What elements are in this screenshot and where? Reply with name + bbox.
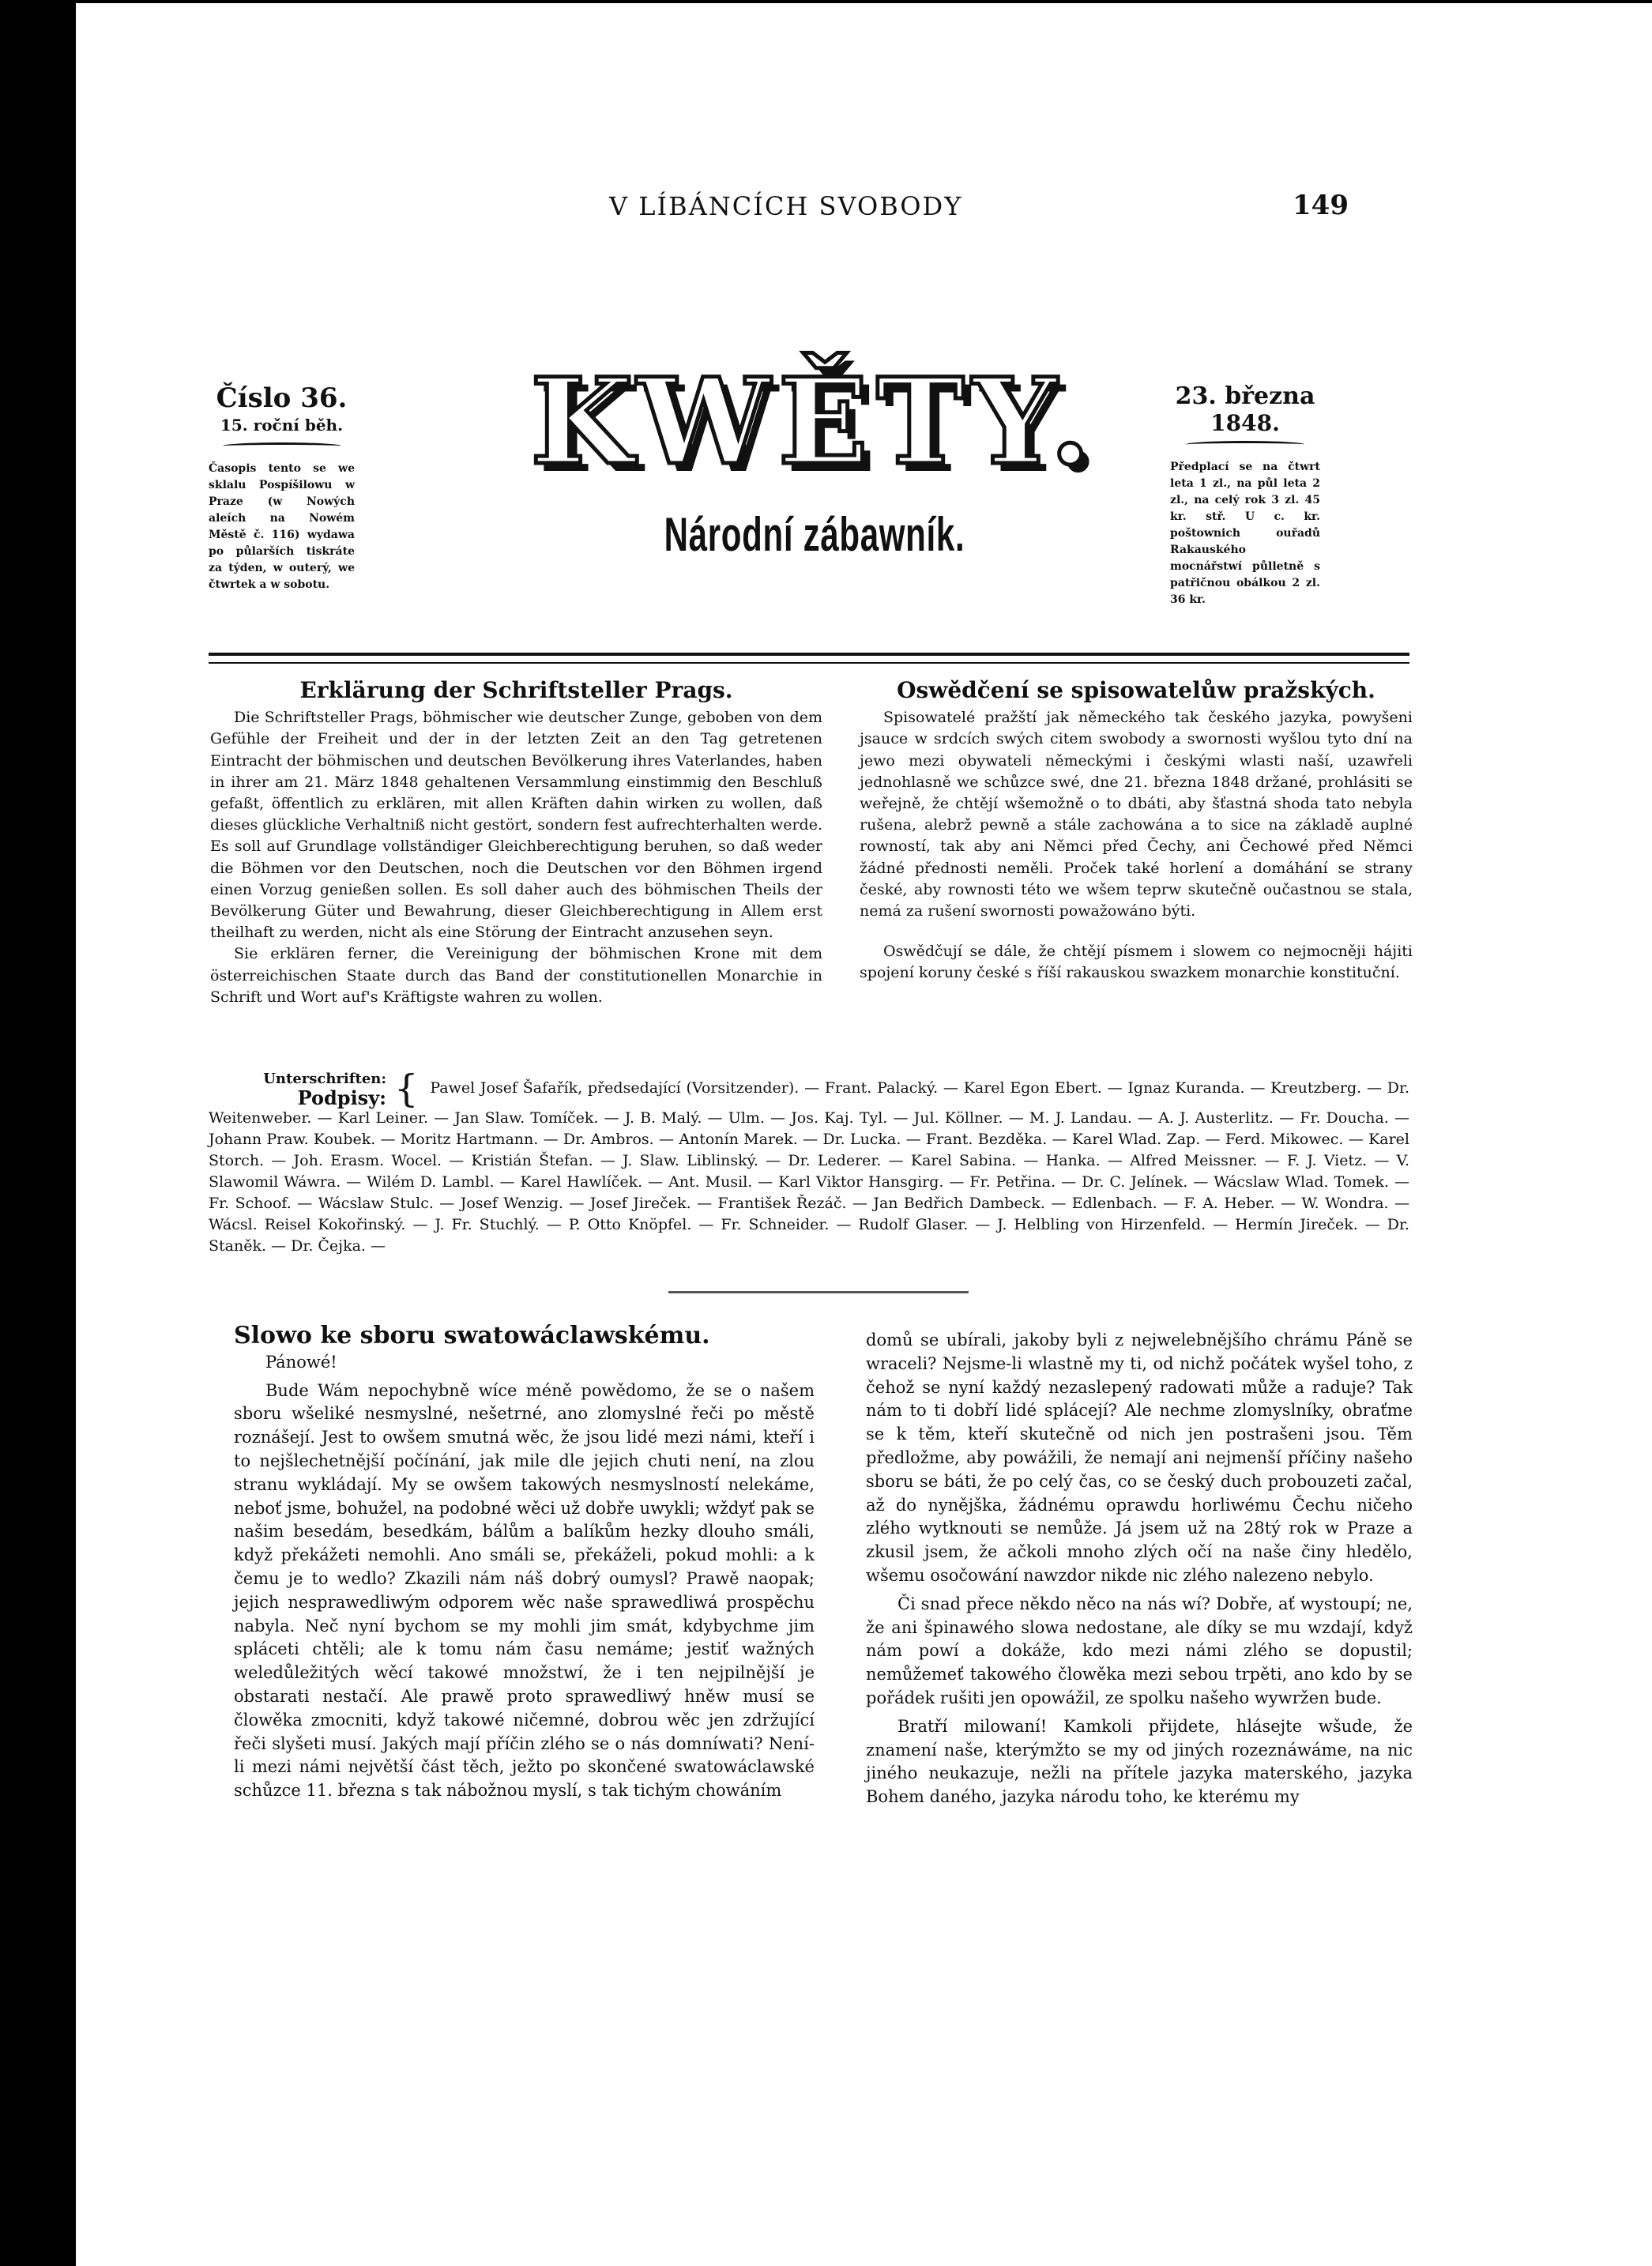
article-right-column [866,1329,1413,1809]
newspaper-title: KWĚTY. [530,352,1099,491]
subscription-note: Předplací se na čtwrt leta 1 zl., na půl leta 2 zl., na celý rok 3 zl. 45 kr. stř. U c. kr. poštownich ouřadů Rakauského mocnářstwí půlletně s patřičnou obálkou 2 zl. 36 kr. [1170,461,1320,606]
label-german: Unterschriften: [263,1071,386,1087]
czech-paragraph: Oswědčují se dále, že chtějí písmem i slowem co nejmocněji hájiti spojení koruny české s říší rakauskou swazkem monarchie konstituční. [860,943,1413,982]
article-paragraph: Bude Wám nepochybně wíce méně powědomo, že se o našem sboru wšeliké nesmyslné, nešetrné, ano zlomyslné řeči po městě roznášejí. Jest to owšem smutná wěc, že jsou lidé mezi námi, kteří i to nejšlechetnější počínání, jak mile dle jejich chuti není, na zlou stranu wykládají. My se owšem takowých nesmyslností nelekáme, neboť jsme, bohužel, na podobné wěci už dobře uwykli; wždyť pak se našim besedám, besedkám, bálům a balíkům hezky dlouho smáli, když překážeti nemohli. Ano smáli se, překáželi, pokud mohli: a k čemu je to wedlo? Zkazili nám náš dobrý oumysl? Prawě naopak; jejich nesprawedliwým odporem wěc naše sprawedliwá prospěchu nabyla. Neč nyní bychom se my mohli jim smát, kdybychme jim spláceti chtěli; ale k tomu nám času nemáme; jestiť wažných weledůležitých wěcí takowé množstwí, že i ten nejpilnější je obstarati nestačí. Ale prawě proto sprawedliwý hněw musí se člowěka zmocniti, když takowé ničemné, dobrou wěc jen zdržující řeči slyšeti musí. Jakých mají příčin zlého se o nás domníwati? Není-li mezi námi největší část těch, ježto po skončené swatowáclawské schůzce 11. března s tak nábožnou myslí, s tak tichým chowáním [234,1380,815,1801]
ornament-rule [1186,441,1304,448]
czech-paragraph: Spisowatelé pražští jak německého tak českého jazyka, powyšeni jsauce w srdcích swých citem swobody a swornosti wyšlou tyto dní na jewo mezi obywateli německými i českými wlasti naší, uzawřeli jednohlasně we schůzce swé, dne 21. března 1848 držané, prohlásiti se weřejně, že chtějí wšemožně o to dbáti, aby šťastná shoda tato nebyla rušena, alebrž pewně a stále zachowána a to sice na základě auplné rowností, tak aby ani Němci před Čechy, ani Čechowé před Němci žádné přednosti neměli. Proček také horlení a domáhání se strany české, aby rownosti této we wšem teprw skutečně oučastnou se stala, nemá za rušení swornosti powažowáno býti. [860,709,1413,920]
article-paragraph: Bratří milowaní! Kamkoli přijdete, hlásejte wšude, že znamení naše, kterýmžto se my od jiných rozeznáwáme, na nic jiného neukazuje, nežli na přítele jazyka materského, jazyka Bohem daného, jazyka národu toho, ke kterému my [866,1716,1413,1807]
german-paragraph: Sie erklären ferner, die Vereinigung der böhmischen Krone mit dem österreichischen Staate durch das Band der constitutionellen Monarchie in Schrift und Wort auf's Kräftigste wahren zu wollen. [210,945,822,1006]
publication-note: Časopis tento se we sklalu Pospíšilowu w Praze (w Nowých aleích na Nowém Městě č. 116) wydawa po půlarších tiskráte za týden, w outerý, we čtwrtek a w sobotu. [209,462,355,591]
masthead-title [447,352,1182,562]
german-declaration [210,679,822,1008]
german-heading: Erklärung der Schriftsteller Prags. [299,677,733,703]
czech-heading: Oswědčení se spisowatelůw pražských. [897,677,1375,703]
label-czech: Podpisy: [297,1086,386,1109]
article-greeting: Pánowé! [265,1352,337,1372]
running-title: V LÍBÁNCÍCH SVOBODY [609,191,963,221]
issue-date: 23. března [1175,382,1315,410]
article-paragraph: domů se ubírali, jakoby byli z nejwelebnějšího chrámu Páně se wraceli? Nejsme-li wlastně my ti, od nichž počátek wyšel toho, z čehož se nyní každý nezaslepený radowati může a raduje? Tak nám to ti dobří lidé splácejí? Ale nechme zlomyslníky, obraťme se k těm, kteří skutečně od nich jen postrašeni jsou. Těm předložme, aby powážili, že nemají ani nejmenší příčiny našeho sboru se báti, že po celý čas, co se český duch probouzeti začal, až do nynějška, žádnému oprawdu horliwému Čechu ničeho zlého wytknouti se nemůže. Já jsem už na 28tý rok w Praze a zkusil jsem, že ačkoli mnoho zlých očí na naše činy hledělo, wšemu osočowání nawzdor nikde nic zlého nalezeno nebylo. [866,1331,1413,1585]
issue-number: Číslo 36. [216,382,348,414]
volume-year: 15. roční běh. [220,416,344,435]
article-title: Slowo ke sboru swatowáclawskému. [234,1322,710,1349]
newspaper-subtitle: Národní zábawník. [664,508,965,561]
brace-icon: { [394,1067,419,1111]
masthead-right [1170,382,1320,608]
signatory-names: Pawel Josef Šafařík, předsedající (Vorsitzender). — Frant. Palacký. — Karel Egon Ebert. — Ignaz Kuranda. — Kreutzberg. — Dr. Weitenweber. — Karl Leiner. — Jan Slaw. Tomíček. — J. B. Malý. — Ulm. — Jos. Kaj. Tyl. — Jul. Köllner. — M. J. Landau. — A. J. Austerlitz. — Fr. Doucha. — Johann Praw. Koubek. — Moritz Hartmann. — Dr. Ambros. — Antonín Marek. — Dr. Lucka. — Frant. Bezděka. — Karel Wlad. Zap. — Ferd. Mikowec. — Karel Storch. — Joh. Erasm. Wocel. — Kristián Štefan. — J. Slaw. Liblinský. — Dr. Lederer. — Karel Sabina. — Hanka. — Alfred Meissner. — F. J. Vietz. — V. Slawomil Wáwra. — Wilém D. Lambl. — Karel Hawlíček. — Ant. Musil. — Karl Viktor Hansgirg. — Fr. Petřina. — Dr. C. Jelínek. — Wácslaw Wlad. Tomek. — Fr. Schoof. — Wácslaw Stulc. — Josef Wenzig. — Josef Jireček. — František Řezáč. — Jan Bedřich Dambeck. — Edlenbach. — F. A. Heber. — W. Wondra. — Wácsl. Reisel Kokořinský. — J. Fr. Stuchlý. — P. Otto Knöpfel. — Fr. Schneider. — Rudolf Glaser. — J. Helbling von Hirzenfeld. — Hermín Jireček. — Dr. Staněk. — Dr. Čejka. — [209,1079,1409,1255]
ornament-rule [223,442,341,450]
masthead-left [209,382,355,593]
masthead-divider [209,653,1409,664]
german-paragraph: Die Schriftsteller Prags, böhmischer wie deutscher Zunge, geboben von dem Gefühle der Freiheit und der in der letzten Zeit an den Tag getretenen Eintracht der böhmischen und deutschen Bevölkerung ihres Vaterlandes, haben in ihrer am 21. März 1848 gehaltenen Versammlung einstimmig den Beschluß gefaßt, öffentlich zu erklären, mit allen Kräften dahin wirken zu wollen, daß dieses glückliche Verhaltniß nicht gestört, sondern fest aufrechterhalten werde. Es soll auf Grundlage vollständiger Gleichberechtigung beruhen, so daß weder die Böhmen vor den Deutschen, noch die Deutschen vor den Böhmen irgend einen Vorzug genießen sollen. Es soll daher auch des böhmischen Theils der Bevölkerung Güter und Bewahrung, dieser Gleichberechtigung in Allem erst theilhaft zu werden, nicht als eine Störung der Eintracht anzusehen seyn. [210,709,822,942]
signatures-label [209,1070,386,1108]
signatories [209,1067,1409,1257]
page-number: 149 [1293,190,1349,221]
section-divider [668,1291,969,1293]
document-page [76,3,1652,2266]
issue-year: 1848. [1210,410,1280,436]
article-left-column [234,1324,815,1803]
czech-declaration [860,679,1413,984]
article-paragraph: Či snad přece někdo něco na nás wí? Dobře, ať wystoupí; ne, že ani špinawého slowa nedostane, ale díky se mu wzdají, když nám powí a dokáže, kdo mezi námi zlého se dopustil; nemůžemeť takowého člowěka mezi sebou trpěti, ano kdo by se pořádek rušiti jen opowážil, ze spolku našeho wywržen bude. [866,1594,1413,1707]
